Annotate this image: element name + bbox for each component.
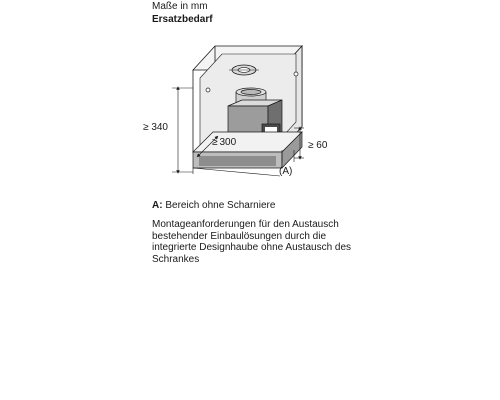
dimension-depth-label: ≥ 300 <box>212 137 237 148</box>
screw-icon <box>206 88 210 92</box>
dimension-bottom-label: ≥ 60 <box>308 140 328 151</box>
section-title: Ersatzbedarf <box>152 14 213 25</box>
legend-key: A: <box>152 200 163 211</box>
area-marker-letter: A <box>282 166 290 177</box>
dimension-depth-value: 300 <box>219 137 237 148</box>
dimension-height <box>172 88 193 172</box>
legend <box>152 199 275 212</box>
units-label: Maße in mm <box>152 1 208 12</box>
dimension-height-label: ≥ 340 <box>143 122 168 133</box>
area-marker-label: (A) <box>279 166 293 177</box>
screw-icon <box>294 72 298 76</box>
legend-text: Bereich ohne Scharniere <box>165 200 276 211</box>
installation-note: Montageanforderungen für den Austausch bestehender Einbaulösungen durch die integrierte Designhaube ohne Austausch des Schrankes <box>152 219 352 265</box>
